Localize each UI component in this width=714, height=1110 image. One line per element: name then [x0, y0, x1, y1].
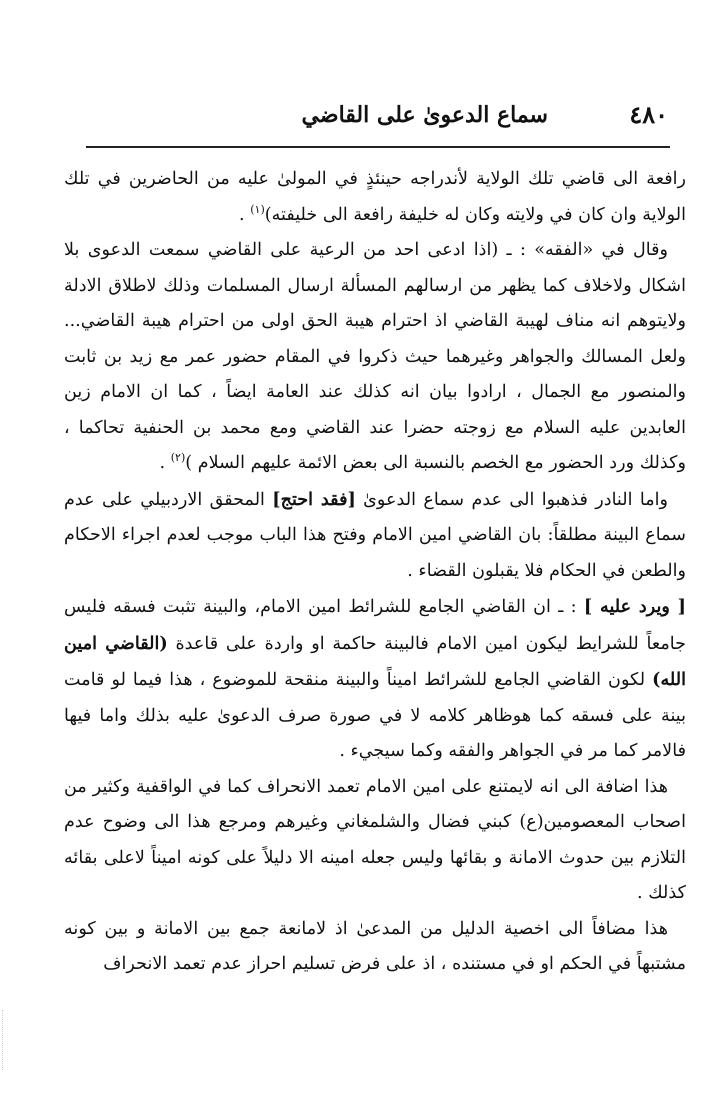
paragraph-text: لكون القاضي الجامع للشرائط اميناً والبينة منقحة للموضوع ، هذا فيما لو قامت بينة على فسقه كما هوظاهر كلامه لا في صورة صرف الدعوىٰ عليه بذلك واما فيها فالامر كما مر في الجواهر والفقه وكما سيجيء .	[64, 670, 686, 761]
paragraph-2	[64, 233, 686, 482]
paragraph-text: وقال في «الفقه» : ـ (اذا ادعى احد من الرعية على القاضي سمعت الدعوى بلا اشكال ولاخلاف كما يظهر من ارسالهم المسألة ارسال المسلمات وذلك لاطلاق الادلة ولايتوهم انه مناف لهيبة القاضي اذ احترام هيبة الحق اولى من احترام هيبة القاضي... ولعل المسالك والجواهر وغيرهما حيث ذكروا في المقام حضور عمر مع زيد بن ثابت والمنصور مع الجمال ، ارادوا بيان انه كذلك عند العامة ايضاً ، كما ان الامام زين العابدين عليه السلام مع زوجته حضرا عند القاضي ومع محمد بن الحنفية تحاكما ، وكذلك ورد الحضور مع الخصم بالنسبة الى بعض الائمة عليهم السلام )	[64, 240, 686, 473]
bold-phrase: [ ويرد عليه ]	[583, 596, 686, 617]
footnote-ref: (٢)	[170, 451, 186, 465]
paragraph-4	[64, 589, 686, 770]
paragraph-5	[64, 770, 686, 912]
paragraph-text: رافعة الى قاضي تلك الولاية لأندراجه حينئذٍ في المولىٰ عليه من الحاضرين في تلك الولاية وان كان في ولايته وكان له خليفة رافعة الى خليفته)	[64, 169, 686, 225]
paragraph-tail: .	[239, 204, 251, 225]
paragraph-text: المحقق الاردبيلي على عدم سماع البينة مطلقاً: بان القاضي امين الامام وفتح هذا الباب موجب لعدم اجراء الاحكام والطعن في الحكام فلا يقبلون القضاء .	[64, 489, 686, 581]
paragraph-tail: .	[159, 453, 171, 473]
bold-phrase: (القاضي امين الله)	[64, 632, 686, 690]
paragraph-text: واما النادر فذهبوا الى عدم سماع الدعوىٰ	[355, 489, 669, 510]
scan-edge-mark	[2, 1010, 7, 1070]
paragraph-text: هذا اضافة الى انه لايمتنع على امين الامام تعمد الانحراف كما في الواقفية وكثير من اصحاب المعصومين(ع) كبني فضال والشلمغاني وغيرهم ومرجع هذا الى وضوح عدم التلازم بين حدوث الامانة و بقائها وليس جعله امينه الا دليلاً على كونه اميناً لاعلى بقائه كذلك .	[64, 776, 686, 903]
page-number: ٤٨٠	[629, 100, 668, 129]
running-title: سماع الدعوىٰ على القاضي	[301, 102, 548, 128]
paragraph-3	[64, 482, 686, 590]
bold-phrase: [فقد احتج]	[272, 488, 356, 510]
paragraph-6	[64, 912, 686, 983]
page-header	[88, 98, 668, 142]
header-rule	[86, 146, 670, 148]
paragraph-text: : ـ ان القاضي الجامع للشرائط امين الامام، والبينة تثبت فسقه فليس جامعاً للشرايط ليكون امين الامام فالبينة حاكمة او واردة على قاعدة	[64, 597, 687, 654]
paragraph-text: هذا مضافاً الى اخصية الدليل من المدعىٰ اذ لامانعة جمع بين الامانة و بين كونه مشتبهاً في الحكم او في مستنده ، اذ على فرض تسليم احراز عدم تعمد الانحراف	[64, 918, 686, 974]
footnote-ref: (١)	[250, 202, 265, 216]
paragraph-1	[64, 162, 686, 233]
body-text	[64, 162, 686, 983]
